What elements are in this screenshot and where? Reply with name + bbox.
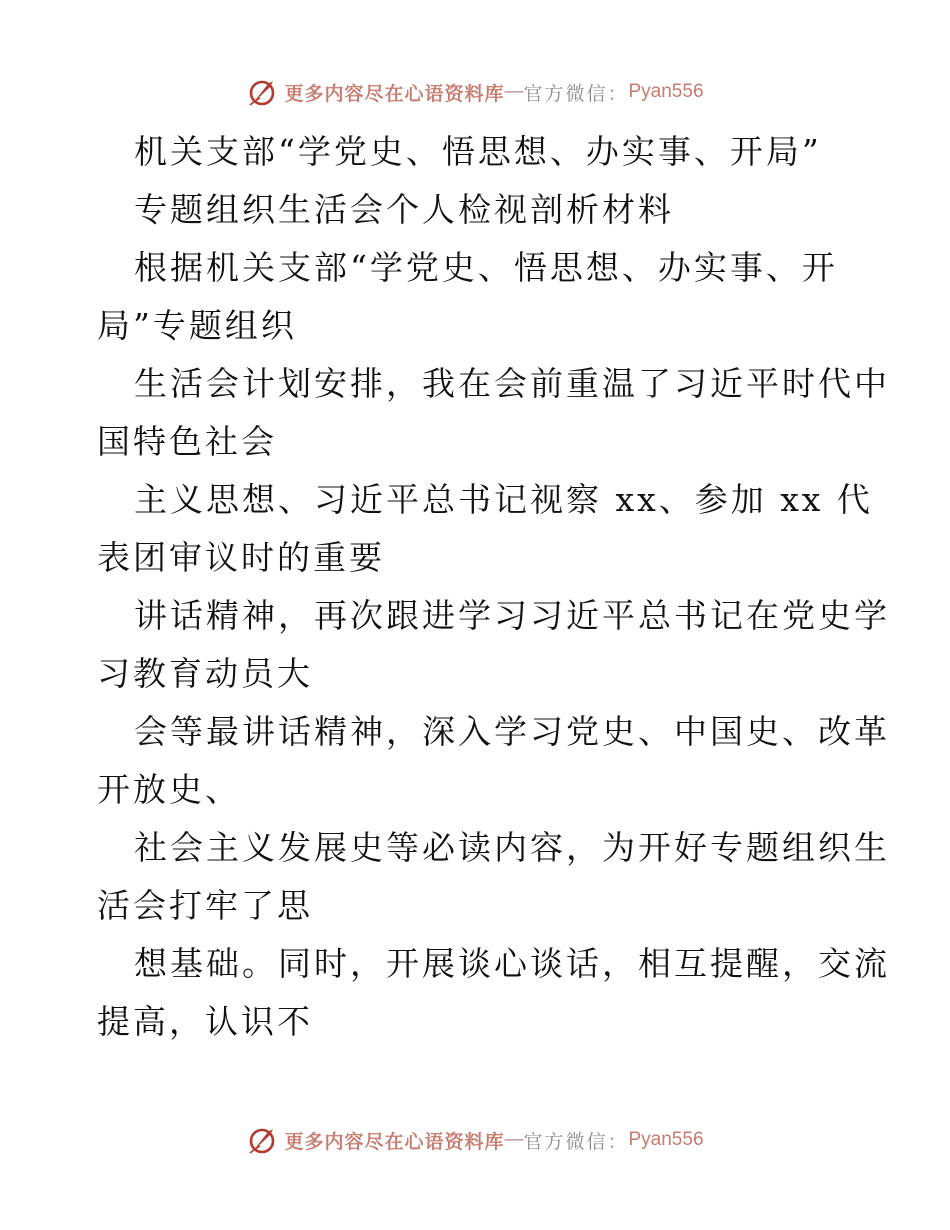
doc-paragraph-line: 国特色社会 (97, 422, 277, 461)
footer-banner-wechat-id: Pyan556 (628, 1129, 704, 1150)
doc-paragraph-line: 会等最讲话精神，深入学习党史、中国史、改革 (134, 712, 890, 751)
footer-banner-wechat-label: 官方微信： (523, 1131, 629, 1153)
header-banner-wechat-id: Pyan556 (628, 81, 704, 102)
document-body (97, 123, 890, 1051)
footer-banner-main-text: 更多内容尽在心语资料库 (284, 1131, 505, 1153)
doc-paragraph-line: 表团审议时的重要 (97, 538, 385, 577)
quill-pen-logo-icon (246, 76, 278, 108)
header-banner-separator: — (504, 81, 524, 102)
doc-paragraph-line: 习教育动员大 (97, 654, 313, 693)
doc-paragraph-line: 局”专题组织 (97, 306, 297, 345)
doc-title-line-1: 机关支部“学党史、悟思想、办实事、开局” (134, 132, 822, 171)
header-banner-wechat-label: 官方微信： (523, 83, 629, 105)
doc-paragraph-line: 社会主义发展史等必读内容，为开好专题组织生 (134, 828, 890, 867)
doc-paragraph-line: 讲话精神，再次跟进学习习近平总书记在党史学 (134, 596, 890, 635)
doc-paragraph-line: 活会打牢了思 (97, 886, 313, 925)
footer-watermark-banner (0, 1120, 950, 1160)
doc-paragraph-line: 开放史、 (97, 770, 241, 809)
doc-paragraph-line: 生活会计划安排，我在会前重温了习近平时代中 (134, 364, 890, 403)
doc-paragraph-line: 想基础。同时，开展谈心谈话，相互提醒，交流 (134, 944, 890, 983)
footer-banner-separator: — (504, 1129, 524, 1150)
header-watermark-banner (0, 72, 950, 112)
header-banner-main-text: 更多内容尽在心语资料库 (284, 83, 505, 105)
doc-paragraph-line: 提高，认识不 (97, 1002, 313, 1041)
doc-title-line-2: 专题组织生活会个人检视剖析材料 (134, 190, 674, 229)
doc-paragraph-line: 主义思想、习近平总书记视察 xx、参加 xx 代 (134, 480, 873, 519)
doc-paragraph-line: 根据机关支部“学党史、悟思想、办实事、开 (134, 248, 838, 287)
quill-pen-logo-icon (246, 1124, 278, 1156)
